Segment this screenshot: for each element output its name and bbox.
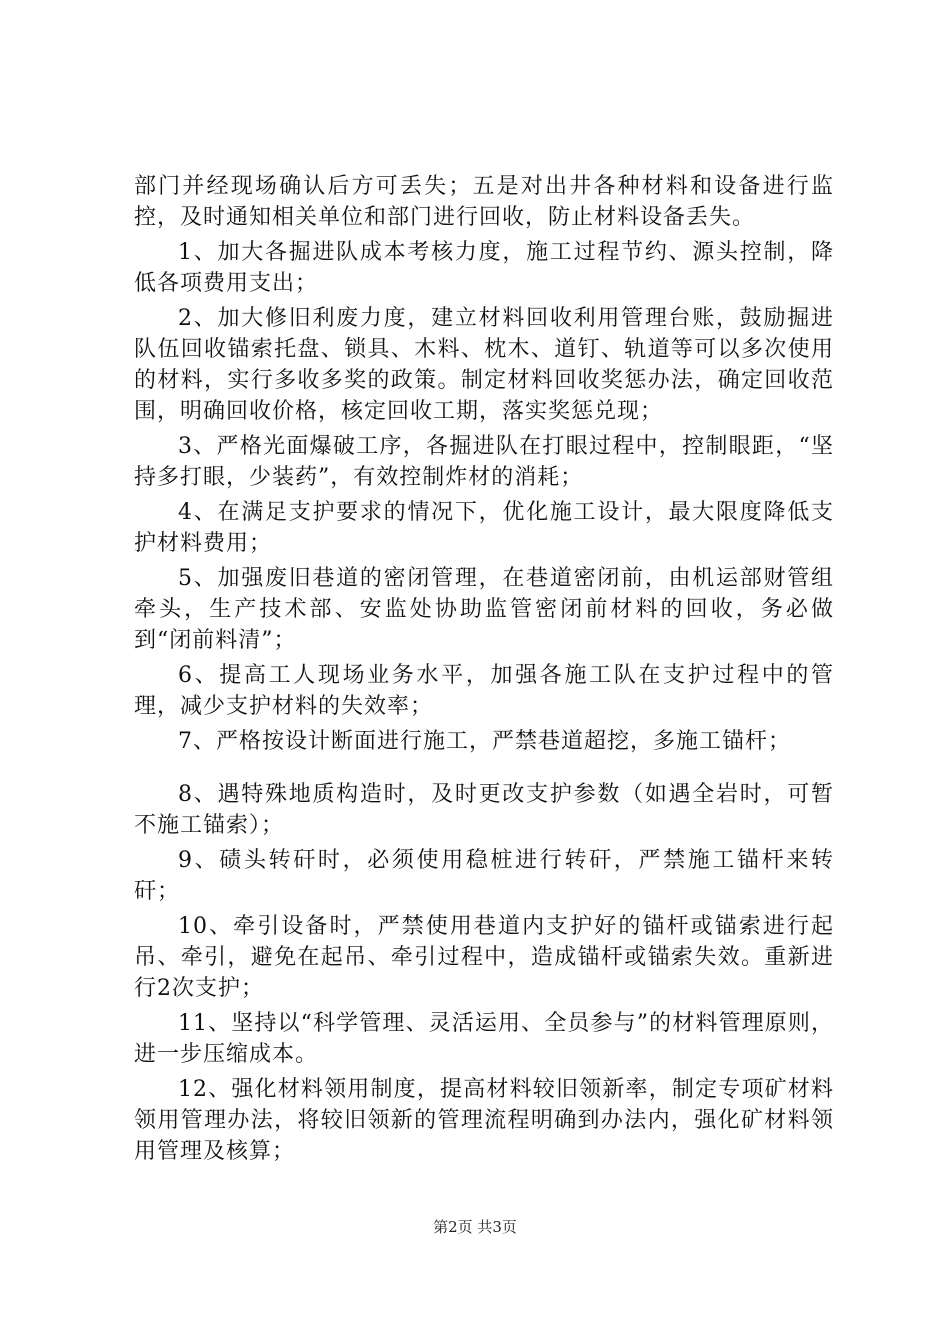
page-number-label: 第2页 共3页: [433, 1218, 517, 1236]
paragraph-item-10: 10、牵引设备时，严禁使用巷道内支护好的锚杆或锚索进行起吊、牵引，避免在起吊、牵引过程中，造成锚杆或锚索失效。重新进行2次支护；: [134, 914, 834, 1001]
paragraph-intro: 部门并经现场确认后方可丢失；五是对出井各种材料和设备进行监控，及时通知相关单位和部门进行回收，防止材料设备丢失。: [134, 174, 834, 230]
paragraph-item-5: 5、加强废旧巷道的密闭管理，在巷道密闭前，由机运部财管组牵头，生产技术部、安监处协助监管密闭前材料的回收，务必做到“闭前料清”；: [134, 566, 834, 653]
paragraph-item-7: 7、严格按设计断面进行施工，严禁巷道超挖，多施工锚杆；: [178, 729, 791, 754]
paragraph-item-9: 9、碛头转矸时，必须使用稳桩进行转矸，严禁施工锚杆来转矸；: [134, 848, 834, 904]
paragraph-item-8: 8、遇特殊地质构造时，及时更改支护参数（如遇全岩时，可暂不施工锚索）；: [134, 782, 834, 838]
paragraph-item-6: 6、提高工人现场业务水平，加强各施工队在支护过程中的管理，减少支护材料的失效率；: [134, 663, 834, 719]
paragraph-item-2: 2、加大修旧利废力度，建立材料回收利用管理台账，鼓励掘进队伍回收锚索托盘、锁具、木料、枕木、道钉、轨道等可以多次使用的材料，实行多收多奖的政策。制定材料回收奖惩办法，确定回收范围，明确回收价格，核定回收工期，落实奖惩兑现；: [134, 306, 834, 424]
paragraph-item-1: 1、加大各掘进队成本考核力度，施工过程节约、源头控制，降低各项费用支出；: [134, 240, 834, 296]
paragraph-item-11: 11、坚持以“科学管理、灵活运用、全员参与”的材料管理原则，进一步压缩成本。: [134, 1011, 834, 1067]
paragraph-item-4: 4、在满足支护要求的情况下，优化施工设计，最大限度降低支护材料费用；: [134, 500, 834, 556]
paragraph-item-3: 3、严格光面爆破工序，各掘进队在打眼过程中，控制眼距，“坚持多打眼，少装药”，有效控制炸材的消耗；: [134, 434, 834, 490]
page-footer: [0, 1216, 950, 1237]
paragraph-item-12: 12、强化材料领用制度，提高材料较旧领新率，制定专项矿材料领用管理办法，将较旧领新的管理流程明确到办法内，强化矿材料领用管理及核算；: [134, 1077, 834, 1164]
document-body: [134, 171, 834, 1171]
